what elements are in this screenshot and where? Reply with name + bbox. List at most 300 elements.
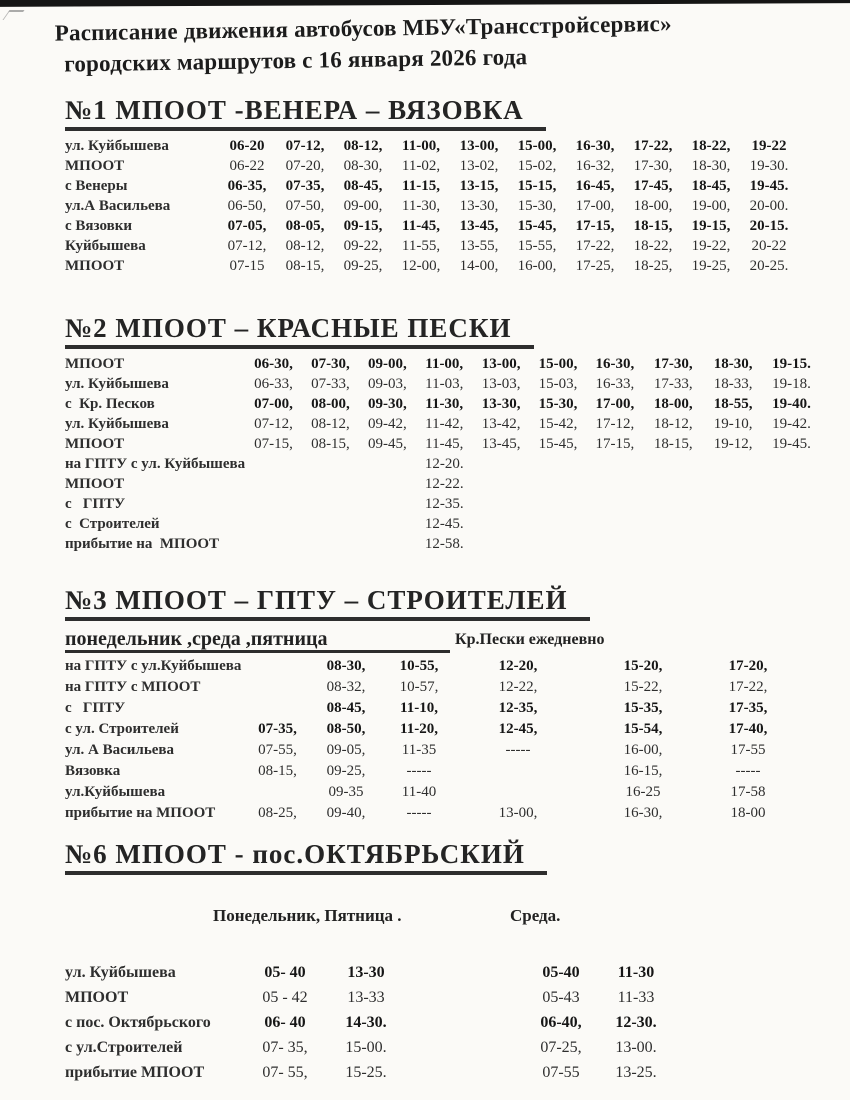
route-2-schedule-table — [65, 354, 820, 554]
route-1-section — [65, 94, 820, 276]
time-cell — [245, 534, 302, 554]
time-cell — [407, 985, 525, 1010]
time-cell: 18-00, — [653, 395, 693, 412]
time-cell: 12-58. — [424, 535, 464, 552]
time-cell — [643, 494, 703, 514]
time-cell: 15-22, — [623, 679, 663, 695]
time-cell: 19-10, — [713, 415, 753, 432]
stop-label: ул. А Васильева — [65, 742, 175, 758]
table-row — [65, 494, 820, 514]
time-cell: 15-45, — [517, 217, 557, 234]
time-cell: 08-15, — [285, 257, 325, 274]
time-cell: 18-00, — [633, 197, 673, 214]
time-cell: 19-42. — [772, 415, 811, 432]
time-cell: 13-55, — [459, 237, 499, 254]
time-cell: 07-55 — [542, 1063, 580, 1081]
time-cell — [473, 474, 530, 494]
time-cell — [586, 474, 643, 494]
time-cell: 12-30. — [615, 1013, 657, 1031]
time-cell: 11-45, — [425, 435, 464, 452]
stop-label: с Венеры — [65, 177, 128, 194]
time-cell: 20-22 — [751, 237, 787, 254]
time-cell — [530, 474, 587, 494]
time-cell: 08-32, — [326, 679, 366, 695]
time-cell: 17-22, — [728, 679, 768, 695]
time-cell: 17-30, — [653, 355, 693, 372]
time-cell: 15-55, — [517, 237, 557, 254]
scan-edge-artifact — [0, 0, 850, 7]
time-cell: 15-30, — [538, 395, 578, 412]
time-cell: 18-25, — [633, 257, 673, 274]
time-cell: 12-00, — [401, 257, 441, 274]
time-cell: 18-22, — [691, 137, 731, 154]
time-cell: 19-15, — [691, 217, 731, 234]
table-row — [65, 782, 790, 803]
time-cell: 13-42, — [481, 415, 521, 432]
time-cell: 15-25. — [345, 1063, 387, 1081]
time-cell: 18-33, — [713, 375, 753, 392]
time-cell — [643, 514, 703, 534]
time-cell: 06-22 — [229, 157, 265, 174]
time-cell: 17-45, — [633, 177, 673, 194]
time-cell — [703, 474, 763, 494]
table-row — [65, 414, 820, 434]
time-cell: 15-15, — [517, 177, 557, 194]
table-row — [65, 136, 798, 156]
time-cell: 17-12, — [595, 415, 635, 432]
time-cell — [530, 534, 587, 554]
time-cell: 09-25, — [343, 257, 383, 274]
time-cell: 19-30. — [749, 157, 789, 174]
table-row — [65, 196, 798, 216]
time-cell: 17-33, — [653, 375, 693, 392]
stop-label: с Вязовки — [65, 217, 132, 234]
time-cell: 08-15, — [258, 763, 297, 779]
stop-label: ул. Куйбышева — [65, 963, 176, 981]
time-cell: 18-30, — [691, 157, 731, 174]
time-cell: 15-30, — [517, 197, 557, 214]
time-cell: 11-33 — [617, 988, 655, 1006]
stop-label: МПООТ — [65, 435, 125, 452]
time-cell: 17-22, — [633, 137, 673, 154]
stop-label: с ул.Строителей — [65, 1038, 183, 1056]
time-cell: 07-25, — [540, 1038, 582, 1056]
time-cell — [473, 494, 530, 514]
time-cell: 08-12, — [343, 137, 383, 154]
time-cell: 13-15, — [459, 177, 499, 194]
stop-label: ул. Куйбышева — [65, 415, 169, 432]
time-cell: 17-22, — [575, 237, 615, 254]
time-cell: 11-30 — [617, 963, 655, 981]
time-cell: 12-35. — [424, 495, 464, 512]
time-cell: 11-35 — [401, 742, 437, 758]
time-cell — [245, 514, 302, 534]
time-cell: 20-25. — [749, 257, 789, 274]
time-cell: 08-12, — [311, 415, 350, 432]
stop-label: прибытие на МПООТ — [65, 535, 220, 552]
route-3-section — [65, 584, 820, 824]
time-cell — [763, 514, 820, 534]
time-cell: 09-45, — [367, 435, 407, 452]
time-cell: 16-30, — [623, 805, 663, 821]
table-row — [65, 761, 790, 782]
time-cell — [245, 494, 302, 514]
time-cell: 19-40. — [772, 395, 811, 412]
time-cell — [530, 494, 587, 514]
time-cell — [407, 1035, 525, 1060]
table-row — [65, 656, 790, 677]
table-row — [65, 1035, 675, 1060]
time-cell: 13-45, — [481, 435, 521, 452]
time-cell: 12-20. — [424, 455, 464, 472]
time-cell: 12-22. — [424, 475, 464, 492]
time-cell: 08-05, — [285, 217, 325, 234]
time-cell: 16-15, — [623, 763, 663, 779]
time-cell: 16-33, — [595, 375, 635, 392]
time-cell: 13-00, — [459, 137, 499, 154]
time-cell: 07-12, — [285, 137, 325, 154]
scan-smudge-artifact — [2, 10, 24, 20]
table-row — [65, 156, 798, 176]
time-cell: 09-35 — [328, 784, 364, 800]
time-cell: 12-35, — [498, 700, 538, 716]
route-6-section — [65, 838, 820, 1085]
route-2-section — [65, 312, 820, 554]
stop-label: Вязовка — [65, 763, 121, 779]
time-cell: 08-45, — [326, 700, 366, 716]
stop-label: прибытие на МПООТ — [65, 805, 216, 821]
time-cell — [245, 656, 310, 677]
table-row — [65, 176, 798, 196]
time-cell: 13-00. — [615, 1038, 657, 1056]
stop-label: МПООТ — [65, 988, 129, 1006]
time-cell: 13-03, — [481, 375, 521, 392]
time-cell — [586, 494, 643, 514]
time-cell — [586, 514, 643, 534]
document-title — [55, 6, 776, 79]
route-2-heading: №2 МПООТ – КРАСНЫЕ ПЕСКИ — [65, 312, 534, 349]
time-cell: 07-15 — [229, 257, 265, 274]
time-cell — [407, 1060, 525, 1085]
table-row — [65, 434, 820, 454]
table-row — [65, 960, 675, 985]
table-row — [65, 740, 790, 761]
time-cell — [359, 494, 416, 514]
table-row — [65, 374, 820, 394]
stop-label: ул.А Васильева — [65, 197, 171, 214]
stop-label: на ГПТУ с ул. Куйбышева — [65, 455, 246, 472]
time-cell: 07- 35, — [262, 1038, 308, 1056]
stop-label: с пос. Октябрьского — [65, 1013, 211, 1031]
time-cell: 08-25, — [258, 805, 297, 821]
time-cell: 13-00, — [498, 805, 538, 821]
time-cell: 11-55, — [401, 237, 441, 254]
time-cell: 17-55 — [730, 742, 766, 758]
time-cell — [245, 454, 302, 474]
time-cell — [245, 677, 310, 698]
route-1-schedule-table — [65, 136, 798, 276]
time-cell: 11-42, — [425, 415, 464, 432]
time-cell: 17-15, — [595, 435, 635, 452]
time-cell: 14-30. — [345, 1013, 387, 1031]
stop-label: МПООТ — [65, 257, 125, 274]
time-cell — [703, 454, 763, 474]
time-cell — [245, 782, 310, 803]
time-cell: 09-42, — [367, 415, 407, 432]
time-cell: 08-15, — [311, 435, 350, 452]
time-cell — [359, 514, 416, 534]
time-cell: 17-15, — [575, 217, 615, 234]
time-cell: 19-45. — [749, 177, 789, 194]
time-cell: 08-30, — [326, 658, 366, 674]
time-cell: 06-30, — [254, 355, 293, 372]
time-cell — [245, 698, 310, 719]
time-cell: 06-35, — [227, 177, 267, 194]
route-6-subheader — [65, 906, 820, 930]
time-cell: 09-00, — [343, 197, 383, 214]
time-cell: 11-40 — [401, 784, 437, 800]
time-cell: 16-45, — [575, 177, 615, 194]
time-cell: 16-30, — [575, 137, 615, 154]
time-cell: 15-00, — [517, 137, 557, 154]
time-cell: 07-00, — [254, 395, 293, 412]
time-cell: 07-15, — [254, 435, 293, 452]
time-cell: 09-15, — [343, 217, 383, 234]
table-row — [65, 394, 820, 414]
stop-label: МПООТ — [65, 157, 125, 174]
time-cell — [456, 782, 580, 803]
time-cell: 06-33, — [254, 375, 293, 392]
time-cell: 17-20, — [728, 658, 768, 674]
time-cell: 20-15. — [749, 217, 789, 234]
time-cell: 13-30, — [459, 197, 499, 214]
time-cell: 18-22, — [633, 237, 673, 254]
table-row — [65, 803, 790, 824]
time-cell: 05-40 — [542, 963, 580, 981]
stop-label: Куйбышева — [65, 237, 146, 254]
table-row — [65, 216, 798, 236]
time-cell — [530, 454, 587, 474]
time-cell: 12-20, — [498, 658, 538, 674]
time-cell — [586, 454, 643, 474]
stop-label: прибытие МПООТ — [65, 1063, 205, 1081]
time-cell: 13-30, — [481, 395, 521, 412]
stop-label: МПООТ — [65, 475, 125, 492]
time-cell: 18-30, — [713, 355, 753, 372]
time-cell: 18-45, — [691, 177, 731, 194]
time-cell: 06-20 — [229, 137, 265, 154]
time-cell: 16-00, — [623, 742, 663, 758]
time-cell — [643, 454, 703, 474]
time-cell: 09-00, — [367, 355, 407, 372]
time-cell: 16-25 — [625, 784, 661, 800]
route-6-wed-label: Среда. — [510, 906, 561, 925]
time-cell — [763, 454, 820, 474]
table-row — [65, 454, 820, 474]
table-row — [65, 719, 790, 740]
time-cell — [456, 761, 580, 782]
route-6-heading: №6 МПООТ - пос.ОКТЯБРЬСКИЙ — [65, 838, 547, 875]
table-row — [65, 514, 820, 534]
time-cell — [763, 494, 820, 514]
time-cell — [643, 474, 703, 494]
time-cell: 16-30, — [595, 355, 635, 372]
time-cell: 06-40, — [540, 1013, 582, 1031]
stop-label: на ГПТУ с МПООТ — [65, 679, 201, 695]
time-cell: 19-00, — [691, 197, 731, 214]
table-row — [65, 985, 675, 1010]
time-cell: 11-15, — [402, 177, 440, 194]
time-cell: 11-45, — [402, 217, 440, 234]
time-cell: 15-45, — [538, 435, 578, 452]
time-cell: 05- 40 — [264, 963, 306, 981]
time-cell — [703, 514, 763, 534]
time-cell — [407, 1010, 525, 1035]
time-cell: 11-10, — [400, 700, 438, 716]
table-row — [65, 698, 790, 719]
time-cell — [302, 514, 359, 534]
time-cell: 16-32, — [575, 157, 615, 174]
time-cell — [359, 454, 416, 474]
time-cell: 07-05, — [227, 217, 267, 234]
time-cell: 17-00, — [575, 197, 615, 214]
table-row — [65, 474, 820, 494]
time-cell: 08-50, — [326, 721, 366, 737]
time-cell: 09-03, — [367, 375, 407, 392]
time-cell: 06- 40 — [264, 1013, 306, 1031]
route-3-daily-label: Кр.Пески ежедневно — [455, 631, 605, 648]
time-cell: ----- — [735, 763, 761, 779]
route-3-subheader — [65, 628, 820, 654]
time-cell: 12-22, — [498, 679, 538, 695]
time-cell: 19-15. — [772, 355, 811, 372]
time-cell: 13-25. — [615, 1063, 657, 1081]
stop-label: ул. Куйбышева — [65, 137, 169, 154]
time-cell: 13-00, — [481, 355, 521, 372]
time-cell: 07-35, — [285, 177, 325, 194]
time-cell: 07-50, — [285, 197, 325, 214]
time-cell: 05-43 — [542, 988, 580, 1006]
stop-label: ул. Куйбышева — [65, 375, 169, 392]
time-cell: 15-42, — [538, 415, 578, 432]
route-1-heading: №1 МПООТ -ВЕНЕРА – ВЯЗОВКА — [65, 94, 546, 131]
time-cell: 05 - 42 — [262, 988, 308, 1006]
stop-label: с ГПТУ — [65, 495, 126, 512]
time-cell: 19-25, — [691, 257, 731, 274]
time-cell: 13-33 — [347, 988, 385, 1006]
table-row — [65, 1010, 675, 1035]
time-cell: 18-15, — [653, 435, 693, 452]
time-cell: 15-54, — [623, 721, 663, 737]
time-cell: 14-00, — [459, 257, 499, 274]
time-cell: 15-02, — [517, 157, 557, 174]
time-cell: 07-33, — [311, 375, 350, 392]
time-cell: ----- — [406, 763, 432, 779]
time-cell: 11-00, — [425, 355, 464, 372]
title-line-2: городских маршрутов с 16 января 2026 года — [64, 44, 528, 77]
time-cell: 15-00, — [538, 355, 578, 372]
time-cell — [703, 494, 763, 514]
time-cell: 17-30, — [633, 157, 673, 174]
stop-label: с ГПТУ — [65, 700, 126, 716]
time-cell — [359, 474, 416, 494]
time-cell: 08-45, — [343, 177, 383, 194]
time-cell: 07-35, — [258, 721, 297, 737]
time-cell: 10-55, — [399, 658, 439, 674]
time-cell: 19-18. — [772, 375, 811, 392]
time-cell: 07-55, — [258, 742, 297, 758]
time-cell — [407, 960, 525, 985]
time-cell: 09-25, — [326, 763, 366, 779]
time-cell: 11-03, — [425, 375, 464, 392]
time-cell: 07-12, — [227, 237, 267, 254]
time-cell: 12-45. — [424, 515, 464, 532]
time-cell: 19-45. — [772, 435, 811, 452]
table-row — [65, 1060, 675, 1085]
time-cell: 09-30, — [367, 395, 407, 412]
time-cell: 09-22, — [343, 237, 383, 254]
route-3-schedule-table — [65, 656, 790, 824]
route-3-days-label: понедельник ,среда ,пятница — [65, 628, 450, 653]
time-cell: 19-22 — [751, 137, 787, 154]
time-cell — [643, 534, 703, 554]
time-cell: 08-30, — [343, 157, 383, 174]
time-cell: 11-02, — [401, 157, 441, 174]
time-cell: 09-05, — [326, 742, 366, 758]
time-cell: 17-35, — [728, 700, 768, 716]
time-cell: ----- — [406, 805, 432, 821]
time-cell: 17-58 — [730, 784, 766, 800]
time-cell: 07-30, — [311, 355, 350, 372]
time-cell: 19-22, — [691, 237, 731, 254]
time-cell — [302, 494, 359, 514]
time-cell — [302, 534, 359, 554]
stop-label: на ГПТУ с ул.Куйбышева — [65, 658, 242, 674]
time-cell: 07-20, — [285, 157, 325, 174]
time-cell: 13-30 — [347, 963, 385, 981]
time-cell: 15-00. — [345, 1038, 387, 1056]
time-cell: 16-00, — [517, 257, 557, 274]
time-cell: 15-03, — [538, 375, 578, 392]
stop-label: МПООТ — [65, 355, 125, 372]
time-cell: 06-50, — [227, 197, 267, 214]
time-cell: 08-12, — [285, 237, 325, 254]
time-cell — [473, 534, 530, 554]
time-cell: 13-45, — [459, 217, 499, 234]
time-cell: 07-12, — [254, 415, 293, 432]
time-cell: 12-45, — [498, 721, 538, 737]
time-cell: 08-00, — [311, 395, 350, 412]
title-line-1: Расписание движения автобусов МБУ«Трансстройсервис» — [54, 10, 672, 46]
stop-label: с ул. Строителей — [65, 721, 179, 737]
stop-label: ул.Куйбышева — [65, 784, 166, 800]
time-cell: 10-57, — [399, 679, 439, 695]
table-row — [65, 236, 798, 256]
route-3-heading: №3 МПООТ – ГПТУ – СТРОИТЕЛЕЙ — [65, 584, 590, 621]
time-cell — [703, 534, 763, 554]
time-cell: 15-35, — [623, 700, 663, 716]
time-cell: 11-20, — [400, 721, 438, 737]
route-6-schedule-table — [65, 960, 675, 1085]
time-cell: 13-02, — [459, 157, 499, 174]
time-cell: 09-40, — [326, 805, 366, 821]
time-cell: 19-12, — [713, 435, 753, 452]
route-6-mon-fri-label: Понедельник, Пятница . — [213, 906, 402, 925]
time-cell: 17-25, — [575, 257, 615, 274]
time-cell: 20-00. — [749, 197, 789, 214]
time-cell — [359, 534, 416, 554]
time-cell: 11-00, — [402, 137, 440, 154]
